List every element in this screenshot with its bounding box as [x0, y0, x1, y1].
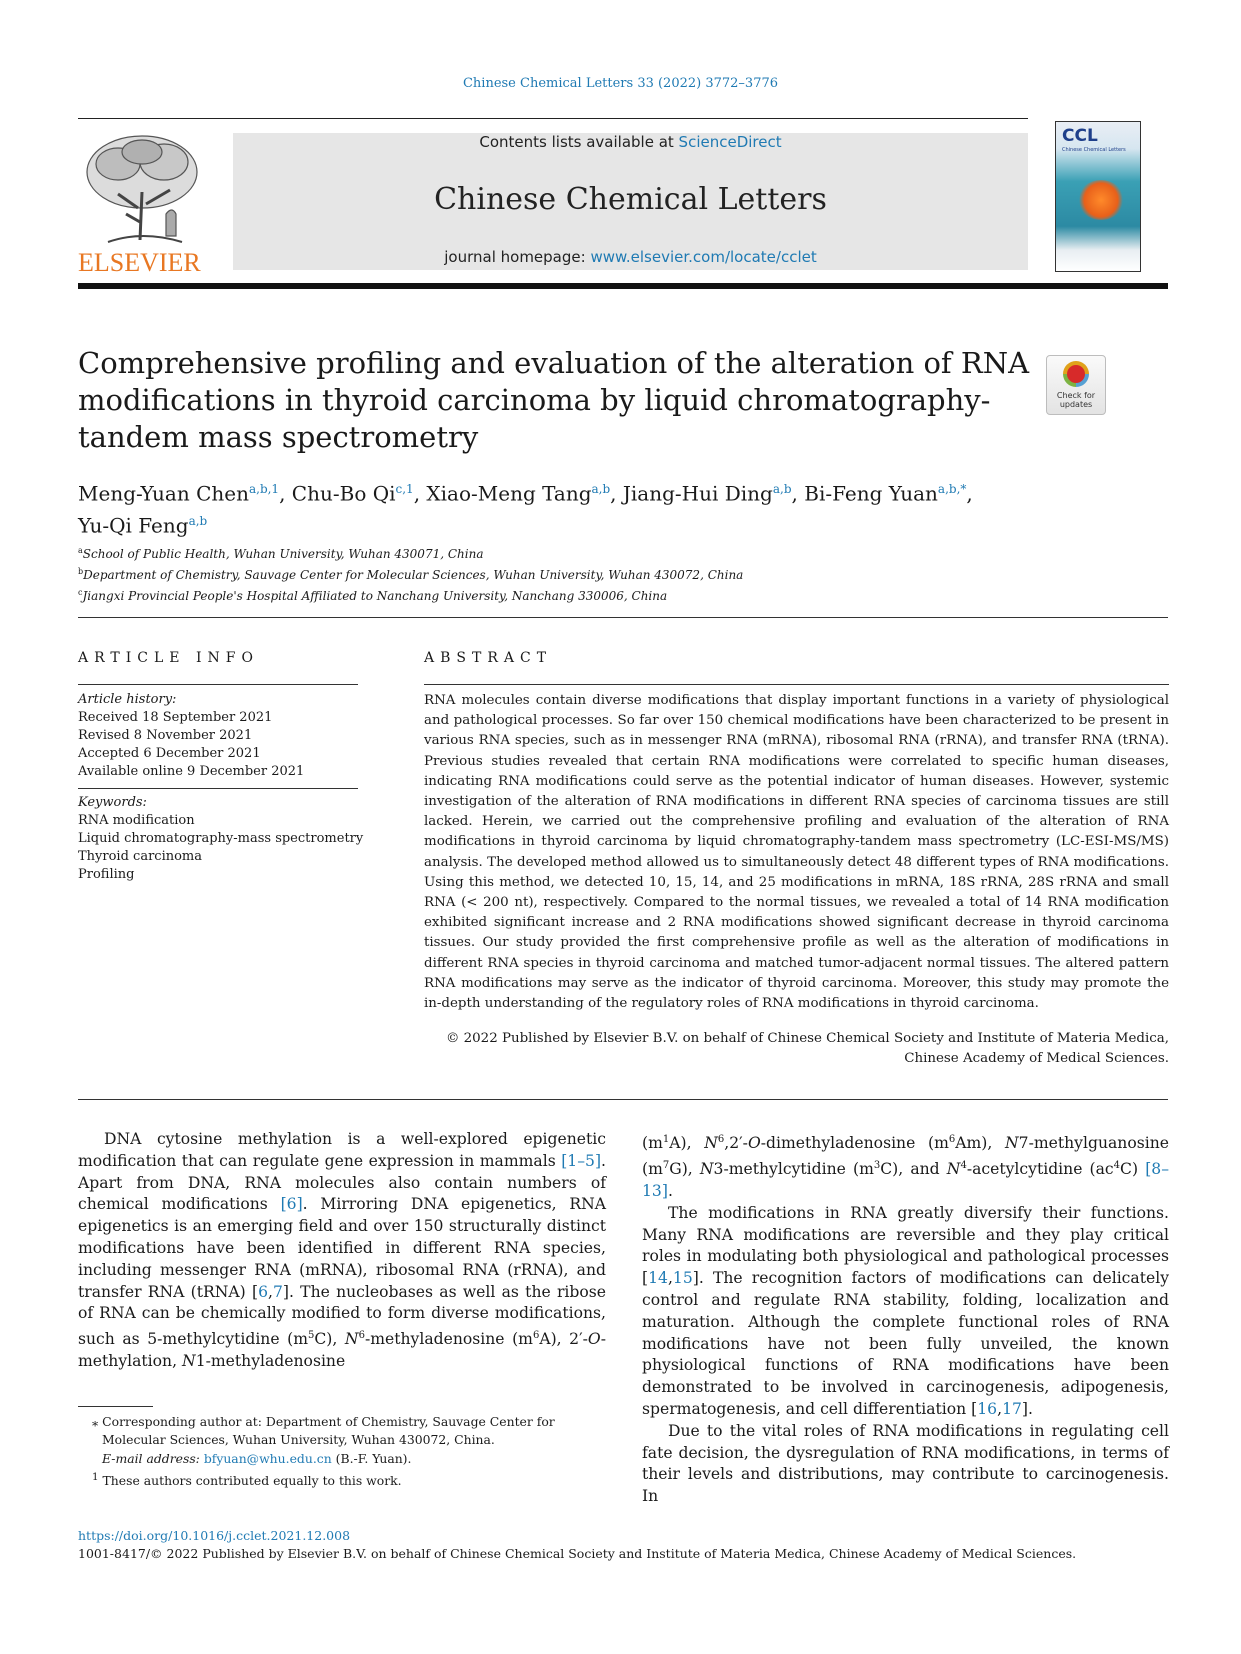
online-date: Available online 9 December 2021 [78, 764, 305, 779]
author-name[interactable]: Jiang-Hui Ding [622, 481, 773, 506]
citation-link[interactable]: [6] [280, 1195, 303, 1214]
citation-link[interactable]: 6 [258, 1282, 268, 1301]
article-info-rule [78, 684, 358, 685]
affiliation: $^a$School of Public Health, Wuhan University, Wuhan 430071, China [78, 546, 484, 561]
cover-artwork [1078, 180, 1124, 220]
citation-link[interactable]: 7 [272, 1282, 283, 1301]
keyword: RNA modification [78, 813, 195, 828]
received-date: Received 18 September 2021 [78, 710, 273, 725]
citation-link[interactable]: 14 [648, 1269, 668, 1288]
citation-link[interactable]: 15 [672, 1269, 693, 1288]
accepted-date: Accepted 6 December 2021 [78, 746, 261, 761]
abstract-heading: ABSTRACT [424, 650, 553, 666]
abstract-text: RNA molecules contain diverse modifications that display important functions in a variety of physiological and pathological processes. So far over 150 chemical modifications have been characterized to be present in various RNA species, such as in messenger RNA (mRNA), ribosomal RNA (rRNA), and transfer RNA (tRNA). Previous studies revealed that certain RNA modifications were correlated to specific human diseases, indicating RNA modifications could serve as the potential indicator of human diseases. However, systemic investigation of the alteration of RNA modifications in different RNA species of carcinoma tissues are still lacked. Herein, we carried out the comprehensive profiling and evaluation of the alteration of RNA modifications in thyroid carcinoma by liquid chromatography-tandem mass spectrometry (LC-ESI-MS/MS) analysis. The developed method allowed us to simultaneously detect 48 different types of RNA modifications. Using this method, we detected 10, 15, 14, and 25 modifications in mRNA, 18S rRNA, 28S rRNA and small RNA (< 200 nt), respectively. Compared to the normal tissues, we revealed a total of 14 RNA modification exhibited significant increase and 2 RNA modifications showed significant decrease in thyroid carcinoma tissues. Our study provided the first comprehensive profile as well as the alteration of modifications in different RNA species in thyroid carcinoma and matched tumor-adjacent normal tissues. The altered pattern RNA modifications may serve as the indicator of thyroid carcinoma. Moreover, this study may promote the in-depth understanding of the regulatory roles of RNA modifications in thyroid carcinoma. [424, 693, 1169, 1012]
contents-prefix: Contents lists available at [479, 133, 679, 151]
body-column-right [642, 1129, 1169, 1508]
header-top-rule [78, 118, 1028, 119]
author-affil-marks[interactable]: a,b [772, 482, 792, 496]
homepage-line [233, 248, 1028, 266]
keywords [78, 794, 368, 884]
author-name[interactable]: Bi-Feng Yuan [804, 481, 938, 506]
body-paragraph: The modifications in RNA greatly diversify their functions. Many RNA modifications are reversible and they play critical roles in modulating both physiological and pathological processes [14,15]. The recognition factors of modifications can delicately control and regulate RNA stability, folding, localization and maturation. Although the complete functional roles of RNA modifications have not been fully unveiled, the known physiological functions of RNA modifications have been demonstrated to be involved in carcinogenesis, adipogenesis, spermatogenesis, and cell differentiation [16,17]. [642, 1203, 1169, 1418]
issn-copyright: 1001-8417/© 2022 Published by Elsevier B.V. on behalf of Chinese Chemical Society and Institute of Materia Medica, Chinese Academy of Medical Sciences. [78, 1546, 1077, 1561]
journal-reference[interactable]: Chinese Chemical Letters 33 (2022) 3772–3776 [462, 76, 779, 91]
body-paragraph: $(m^1A)$, $N^6,2'-O$-dimethyladenosine $(m^6Am)$, N7-methylguanosine $(m^7G)$, N3-methylcytidine $(m^3C)$, and $N^4$-acetylcytidine $(ac^4C)$ [8–13]. [642, 1134, 1169, 1200]
author-affil-marks[interactable]: a,b,* [937, 482, 967, 496]
article-title: Comprehensive profiling and evaluation of the alteration of RNA modifications in thyroid carcinoma by liquid chromatography-tandem mass spectrometry [78, 346, 1030, 454]
keyword: Profiling [78, 867, 135, 882]
email-note: E-mail address: bfyuan@whu.edu.cn (B.-F. Yuan). [102, 1450, 412, 1466]
article-info-heading: ARTICLE INFO [78, 650, 259, 666]
body-paragraph: Due to the vital roles of RNA modifications in regulating cell fate decision, the dysregulation of RNA modifications, in terms of their levels and distributions, may contribute to carcinogenesis. In [642, 1421, 1169, 1506]
corresponding-author-note: ⁎ Corresponding author at: Department of Chemistry, Sauvage Center for Molecular Sciences, Wuhan University, Wuhan 430072, China. [92, 1414, 555, 1448]
citation-link[interactable]: [8–13] [642, 1160, 1169, 1200]
journal-title: Chinese Chemical Letters [434, 182, 827, 217]
cover-ccl-logo: CCL [1062, 126, 1098, 146]
revised-date: Revised 8 November 2021 [78, 728, 253, 743]
section-rule [78, 617, 1168, 618]
body-paragraph: DNA cytosine methylation is a well-explored epigenetic modification that can regulate gene expression in mammals [1–5]. Apart from DNA, RNA molecules also contain numbers of chemical modifications [6]. Mirroring DNA epigenetics, RNA epigenetics is an emerging field and over 150 structurally distinct modifications have been identified in different RNA species, including messenger RNA (mRNA), ribosomal RNA (rRNA), and transfer RNA (tRNA) [6,7]. The nucleobases as well as the ribose of RNA can be chemically modified to form diverse modifications, such as 5-methylcytidine $(m^5C)$, $N^6$-methyladenosine $(m^6A)$, 2′-O-methylation, N1-methyladenosine [78, 1130, 607, 1371]
affiliation: $^b$Department of Chemistry, Sauvage Center for Molecular Sciences, Wuhan University, Wuhan 430072, China [78, 567, 744, 582]
affiliation: $^c$Jiangxi Provincial People's Hospital Affiliated to Nanchang University, Nanchang 330006, China [78, 588, 668, 603]
history-label: Article history: [78, 692, 177, 707]
affiliation-list [78, 542, 978, 605]
journal-cover-thumbnail [1055, 121, 1141, 272]
homepage-link[interactable]: www.elsevier.com/locate/cclet [590, 248, 817, 266]
homepage-prefix: journal homepage: [444, 248, 591, 266]
author-name[interactable]: Xiao-Meng Tang [426, 481, 592, 506]
article-history [78, 691, 368, 781]
author-affil-marks[interactable]: a,b,1 [248, 482, 280, 496]
author-name[interactable]: Meng-Yuan Chen [78, 481, 249, 506]
author-name[interactable]: Chu-Bo Qi [291, 481, 396, 506]
keywords-label: Keywords: [78, 795, 147, 810]
abstract-copyright: © 2022 Published by Elsevier B.V. on behalf of Chinese Chemical Society and Institute of Materia Medica, Chinese Academy of Medical Sciences. [445, 1031, 1169, 1067]
footnote-rule [78, 1406, 153, 1407]
keyword: Liquid chromatography-mass spectrometry [78, 831, 364, 846]
check-for-updates-badge[interactable] [1046, 355, 1106, 415]
keyword: Thyroid carcinoma [78, 849, 203, 864]
author-affil-marks[interactable]: c,1 [395, 482, 414, 496]
sciencedirect-link[interactable]: ScienceDirect [678, 133, 782, 151]
author-affil-marks[interactable]: a,b [188, 513, 208, 528]
citation-link[interactable]: 16 [977, 1399, 998, 1418]
equal-contribution-note: $^1$ These authors contributed equally to this work. [92, 1470, 402, 1489]
author-affil-marks[interactable]: a,b [591, 482, 611, 496]
body-rule [78, 1099, 1168, 1100]
citation-link[interactable]: 17 [1002, 1399, 1022, 1418]
header-bottom-rule [78, 283, 1168, 289]
body-column-left [78, 1129, 606, 1373]
email-link[interactable]: bfyuan@whu.edu.cn [203, 1450, 332, 1466]
abstract-rule [424, 684, 1169, 685]
contents-line [233, 133, 1028, 151]
check-updates-icon [1063, 361, 1089, 387]
keywords-rule [78, 788, 358, 789]
cover-subtitle: Chinese Chemical Letters [1062, 147, 1126, 153]
check-updates-label: Check for updates [1056, 391, 1096, 409]
author-name[interactable]: Yu-Qi Feng [78, 513, 189, 538]
doi-link[interactable]: https://doi.org/10.1016/j.cclet.2021.12.008 [78, 1528, 351, 1543]
elsevier-wordmark: ELSEVIER [78, 248, 201, 277]
author-list: Meng-Yuan Chen$^{a,b,1}$, Chu-Bo Qi$^{c,1}$, Xiao-Meng Tang$^{a,b}$, Jiang-Hui Ding$^{a,b}$, Bi-Feng Yuan$^{a,b,*}$, Yu-Qi Feng$^{a,b}$ [78, 481, 973, 538]
footnotes [78, 1413, 606, 1490]
citation-link[interactable]: [1–5] [561, 1151, 602, 1170]
